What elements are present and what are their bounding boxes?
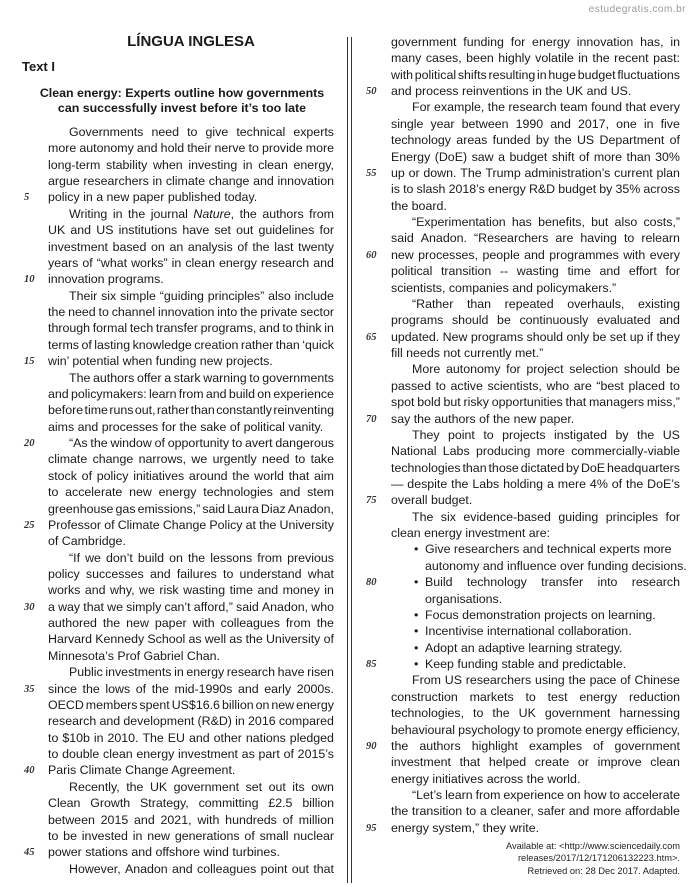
line-text: fill needs not currently met.”	[391, 346, 544, 361]
line-text: say the authors of the new paper.	[391, 411, 575, 426]
text-line	[48, 762, 334, 778]
text-line: the authors highlight examples of government	[391, 738, 680, 753]
text-line	[48, 189, 334, 205]
text-line: — despite the Labs holding a mere 4% of the DoE’s	[391, 476, 680, 491]
text-line: From US researchers using the pace of Chinese	[412, 673, 680, 688]
line-number: 45	[24, 847, 35, 859]
text-line: spot bold but risky opportunities that managers miss,”	[391, 395, 680, 410]
text-line: with political shifts resulting in huge budget fluctuations	[391, 67, 680, 82]
text-line: research and development (R&D) in 2016 compared	[48, 714, 334, 729]
text-line: years of “what works” in clean energy research and	[48, 255, 334, 270]
text-line: “Experimentation has benefits, but also costs,”	[412, 215, 680, 230]
text-line: The six evidence-based guiding principles for	[412, 509, 680, 524]
line-number: 85	[366, 659, 377, 671]
line-text: power stations and offshore wind turbines.	[48, 845, 280, 860]
line-number: 50	[366, 86, 377, 98]
text-line: authored the new paper with colleagues from the	[48, 616, 334, 631]
source-line: Available at: <http://www.sciencedaily.com	[505, 841, 680, 851]
line-text: overall budget.	[391, 493, 473, 508]
text-line: investment based on an analysis of the last twenty	[48, 239, 334, 254]
text-line: since the lows of the mid-1990s and early 2000s.	[48, 681, 334, 696]
line-number: 35	[24, 683, 35, 695]
text-line: climate change narrows, we urgently need to take	[48, 452, 334, 467]
text-line: political transition -- wasting time and effort for	[391, 264, 680, 279]
text-line	[391, 771, 680, 787]
line-text: Give researchers and technical experts more	[425, 542, 672, 557]
text-line: passed to active scientists, who are “best placed to	[391, 378, 680, 393]
text-line: greenhouse gas emissions,” said Laura Diaz Anadon,	[48, 501, 334, 516]
text-line: single year between 1990 and 2017, one in five	[391, 116, 680, 131]
line-number: 40	[24, 765, 35, 777]
bullet-icon: •	[414, 640, 419, 655]
bullet-icon: •	[414, 624, 419, 639]
text-line: They point to projects instigated by the US	[412, 427, 680, 442]
text-line: programs should be continuously evaluated and	[391, 313, 680, 328]
line-number: 10	[24, 274, 35, 286]
line-text: innovation programs.	[48, 272, 164, 287]
text-line: to $10b in 2010. The EU and other nations pledged	[48, 730, 334, 745]
source-line: Retrieved on: 28 Dec 2017. Adapted.	[527, 865, 680, 876]
text-line: “Rather than repeated overhauls, existing	[412, 296, 680, 311]
text-line: policy successes and failures to understand what	[48, 566, 334, 581]
text-line: terms of lasting knowledge creation rather than ‘quick	[48, 337, 334, 352]
text-line	[48, 271, 334, 287]
bullet-icon: •	[414, 542, 419, 557]
text-line: More autonomy for project selection should be	[412, 362, 680, 377]
line-text: the board.	[391, 198, 447, 213]
line-text: Focus demonstration projects on learning.	[425, 607, 656, 622]
text-line: Harvard Kennedy School as well as the University of	[48, 632, 334, 647]
text-line: up or down. The Trump administration’s current plan	[391, 165, 680, 180]
text-line	[48, 648, 334, 664]
text-line	[425, 591, 680, 607]
text-line	[414, 607, 680, 623]
text-line: the need to channel innovation into the private sector	[48, 305, 334, 320]
line-text: and process reinventions in the UK and US.	[391, 84, 632, 99]
article-headline: Clean energy: Experts outline how governments can successfully invest before it’s too late	[39, 86, 325, 115]
line-number: 95	[366, 822, 377, 834]
text-line: The authors offer a stark warning to governments	[69, 370, 334, 385]
text-line	[414, 640, 680, 656]
bullet-icon: •	[414, 575, 419, 590]
watermark: estudegratis.com.br	[588, 4, 686, 15]
subject-title: LÍNGUA INGLESA	[127, 33, 255, 50]
line-text: win’ potential when funding new projects.	[48, 354, 273, 369]
line-number: 65	[366, 331, 377, 343]
source-citation	[420, 840, 680, 877]
line-number: 55	[366, 167, 377, 179]
line-text: aims and processes for the sake of political vanity.	[48, 419, 324, 434]
text-line: UK and US institutions have set out guidelines for	[48, 223, 334, 238]
text-line	[48, 353, 334, 369]
text-line	[391, 820, 680, 836]
text-line	[391, 280, 680, 296]
text-line	[391, 83, 680, 99]
text-line	[391, 492, 680, 508]
column-divider	[347, 37, 352, 883]
bullet-icon: •	[414, 607, 419, 622]
line-number: 5	[24, 192, 30, 204]
line-number: 75	[366, 495, 377, 507]
text-line: Public investments in energy research have risen	[69, 665, 334, 680]
line-text: Adopt an adaptive learning strategy.	[425, 640, 623, 655]
text-line: more autonomy and hold their nerve to provide more	[48, 141, 334, 156]
line-number: 80	[366, 577, 377, 589]
line-text: scientists, companies and policymakers.”	[391, 280, 617, 295]
text-line: said Anadon. “Researchers are having to relearn	[391, 231, 680, 246]
text-line: For example, the research team found that every	[412, 100, 680, 115]
line-number: 30	[24, 601, 35, 613]
line-number: 90	[366, 740, 377, 752]
text-line: before time runs out, rather than constantly reinventing	[48, 403, 334, 418]
text-line: new processes, people and programmes with every	[391, 247, 680, 262]
text-line: the transition to a cleaner, safer and more affordable	[391, 804, 680, 819]
text-line: technology areas funded by the US Department of	[391, 133, 680, 148]
text-line	[414, 541, 680, 557]
line-text: Paris Climate Change Agreement.	[48, 763, 236, 778]
text-line: Professor of Climate Change Policy at the University	[48, 517, 334, 532]
text-line: “Let’s learn from experience on how to accelerate	[412, 788, 680, 803]
text-line: a way that we simply can’t afford,” said Anadon, who	[48, 599, 334, 614]
bullet-icon: •	[414, 657, 419, 672]
text-line: between 2015 and 2021, with hundreds of million	[48, 812, 334, 827]
text-line: to accelerate new energy technologies and stem	[48, 485, 334, 500]
line-number: 15	[24, 356, 35, 368]
text-line	[391, 198, 680, 214]
text-line: to double clean energy investment as part of 2015’s	[48, 747, 334, 762]
line-text: of Cambridge.	[48, 534, 126, 549]
text-line: argue researchers in climate change and innovation	[48, 174, 334, 189]
line-number: 20	[24, 438, 35, 450]
text-line	[391, 411, 680, 427]
text-line: behavioural psychology to promote energy efficiency,	[391, 722, 680, 737]
text-line: OECD members spent US$16.6 billion on new energy	[48, 697, 334, 712]
text-line: to be invested in new generations of small nuclear	[48, 828, 334, 843]
text-line: National Labs producing more commercially-viable	[391, 444, 680, 459]
text-line: However, Anadon and colleagues point out that	[69, 861, 334, 876]
line-text: organisations.	[425, 591, 503, 606]
text-line: Energy (DoE) saw a budget shift of more than 30%	[391, 149, 680, 164]
text-line: “As the window of opportunity to avert dangerous	[69, 436, 334, 451]
source-line: releases/2017/12/171206132223.htm>.	[517, 853, 680, 864]
text-line: many cases, been highly volatile in the recent past:	[391, 51, 680, 66]
text-line: technologies, to the UK government harnessing	[391, 706, 680, 721]
line-text: energy system,” they write.	[391, 820, 540, 835]
line-text: autonomy and influence over funding decisions.	[425, 558, 687, 573]
text-line	[48, 844, 334, 860]
text-line: is to slash 2018’s energy R&D budget by 35% across	[391, 182, 680, 197]
text-line: technologies than those dictated by DoE headquarters	[391, 460, 680, 475]
text-line	[414, 656, 680, 672]
text-line: Writing in the journal Nature, the authors from	[69, 206, 334, 221]
line-text: Minnesota’s Prof Gabriel Chan.	[48, 648, 220, 663]
text-line: through formal tech transfer programs, and to think in	[48, 321, 334, 336]
text-line: “If we don’t build on the lessons from previous	[69, 550, 334, 565]
text-line: construction markets to test energy reduction	[391, 689, 680, 704]
line-text: clean energy investment are:	[391, 526, 551, 541]
text-line: Their six simple “guiding principles” also include	[69, 288, 334, 303]
line-text: energy initiatives across the world.	[391, 771, 581, 786]
line-text: policy in a new paper published today.	[48, 190, 258, 205]
line-text: Incentivise international collaboration.	[425, 624, 632, 639]
text-line: government funding for energy innovation has, in	[391, 35, 680, 49]
text-line: long-term stability when investing in clean energy,	[48, 157, 334, 172]
text-line	[391, 525, 680, 541]
text-line: Build technology transfer into research •	[414, 575, 680, 590]
text-line: stock of policy initiatives around the world that aim	[48, 468, 334, 483]
text-line	[391, 345, 680, 361]
text-line: works and why, we risk wasting time and money in	[48, 583, 334, 598]
text-line	[414, 623, 680, 639]
line-number: 60	[366, 249, 377, 261]
line-text: Keep funding stable and predictable.	[425, 657, 627, 672]
text-line: Recently, the UK government set out its own	[69, 779, 334, 794]
line-number: 70	[366, 413, 377, 425]
text-line: investment that helped create or improve clean	[391, 755, 680, 770]
text-line: Governments need to give technical experts	[69, 125, 334, 139]
text-line: updated. New programs should only be set up if they	[391, 329, 680, 344]
text-line	[425, 558, 687, 574]
text-line	[48, 533, 334, 549]
text-line	[48, 419, 334, 435]
text-line: and policymakers: learn from and build on experience	[48, 386, 334, 401]
line-number: 25	[24, 519, 35, 531]
text-label: Text I	[22, 59, 55, 74]
text-line: Clean Growth Strategy, committing £2.5 billion	[48, 796, 334, 811]
